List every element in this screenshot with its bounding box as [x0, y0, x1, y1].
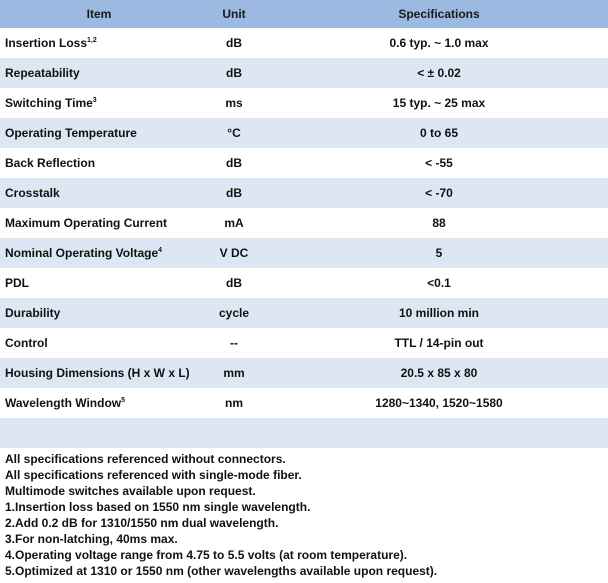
cell-item	[0, 208, 198, 238]
cell-specification: 1280~1340, 1520~1580	[375, 396, 503, 410]
cell-unit: dB	[226, 36, 242, 50]
cell-item	[0, 358, 198, 388]
cell-specification: < -55	[425, 156, 453, 170]
cell-specification: TTL / 14-pin out	[394, 336, 484, 350]
cell-item	[0, 118, 198, 148]
cell-item	[0, 58, 198, 88]
cell-specification: 0.6 typ. ~ 1.0 max	[389, 36, 489, 50]
cell-unit: dB	[226, 156, 242, 170]
cell-unit: --	[230, 336, 238, 350]
cell-unit: nm	[225, 396, 243, 410]
item-label: Housing Dimensions (H x W x L)	[5, 366, 190, 380]
table-row	[0, 58, 608, 88]
footnote-line: 5.Optimized at 1310 or 1550 nm (other wavelengths available upon request).	[5, 564, 438, 578]
table-row	[0, 358, 608, 388]
item-label: Nominal Operating Voltage	[5, 246, 159, 260]
cell-specification: 5	[435, 246, 443, 260]
table-header-row	[0, 0, 608, 28]
item-label: PDL	[5, 276, 29, 290]
table-row	[0, 208, 608, 238]
footnote-line: 3.For non-latching, 40ms max.	[5, 532, 178, 546]
table-row	[0, 118, 608, 148]
header-specifications: Specifications	[398, 7, 480, 21]
cell-specification: 0 to 65	[419, 126, 458, 140]
table-row	[0, 88, 608, 118]
footnote-line: 1.Insertion loss based on 1550 nm single wavelength.	[5, 500, 311, 514]
footnote-reference: 4	[158, 247, 163, 254]
table-row	[0, 268, 608, 298]
item-label: Wavelength Window	[5, 396, 122, 410]
cell-specification: < -70	[425, 186, 453, 200]
footnote-reference: 3	[92, 97, 97, 104]
cell-item	[0, 388, 198, 418]
item-label: Control	[5, 336, 48, 350]
table-row	[0, 148, 608, 178]
table-row	[0, 178, 608, 208]
cell-unit: dB	[226, 66, 242, 80]
header-item: Item	[86, 7, 112, 21]
cell-specification: 20.5 x 85 x 80	[400, 366, 478, 380]
item-label: Switching Time	[5, 96, 93, 110]
cell-unit: °C	[227, 126, 241, 140]
cell-specification: < ± 0.02	[417, 66, 461, 80]
cell-unit: mm	[223, 366, 245, 380]
cell-item	[0, 148, 198, 178]
cell-item	[0, 298, 198, 328]
table-row	[0, 238, 608, 268]
cell-item	[0, 88, 198, 118]
footnote-reference: 5	[121, 397, 126, 404]
cell-unit: dB	[226, 276, 242, 290]
table-row	[0, 28, 608, 58]
item-label: Crosstalk	[5, 186, 60, 200]
table-body	[0, 28, 608, 448]
table-spacer-row	[0, 418, 608, 448]
footnote-line: 2.Add 0.2 dB for 1310/1550 nm dual wavelength.	[5, 516, 279, 530]
table-row	[0, 298, 608, 328]
cell-item	[0, 268, 198, 298]
footnote-reference: 1,2	[87, 37, 97, 44]
cell-item	[0, 328, 198, 358]
item-label: Durability	[5, 306, 61, 320]
cell-item	[0, 178, 198, 208]
footnotes	[0, 448, 608, 579]
cell-specification: <0.1	[427, 276, 451, 290]
cell-unit: dB	[226, 186, 242, 200]
table-row	[0, 328, 608, 358]
cell-unit: cycle	[218, 306, 250, 320]
item-label: Maximum Operating Current	[5, 216, 168, 230]
footnote-line: All specifications referenced without connectors.	[5, 452, 286, 466]
cell-unit: V DC	[219, 246, 249, 260]
item-label: Repeatability	[5, 66, 80, 80]
item-label: Back Reflection	[5, 156, 96, 170]
cell-item	[0, 238, 198, 268]
item-label: Insertion Loss	[5, 36, 88, 50]
cell-specification: 10 million min	[398, 306, 479, 320]
cell-specification: 88	[432, 216, 446, 230]
footnote-line: All specifications referenced with single-mode fiber.	[5, 468, 302, 482]
header-unit: Unit	[222, 7, 246, 21]
footnote-line: 4.Operating voltage range from 4.75 to 5.5 volts (at room temperature).	[5, 548, 408, 562]
cell-specification: 15 typ. ~ 25 max	[392, 96, 486, 110]
cell-item	[0, 28, 198, 58]
footnote-line: Multimode switches available upon request.	[5, 484, 256, 498]
table-row	[0, 388, 608, 418]
cell-unit: ms	[225, 96, 243, 110]
cell-unit: mA	[224, 216, 244, 230]
item-label: Operating Temperature	[5, 126, 137, 140]
